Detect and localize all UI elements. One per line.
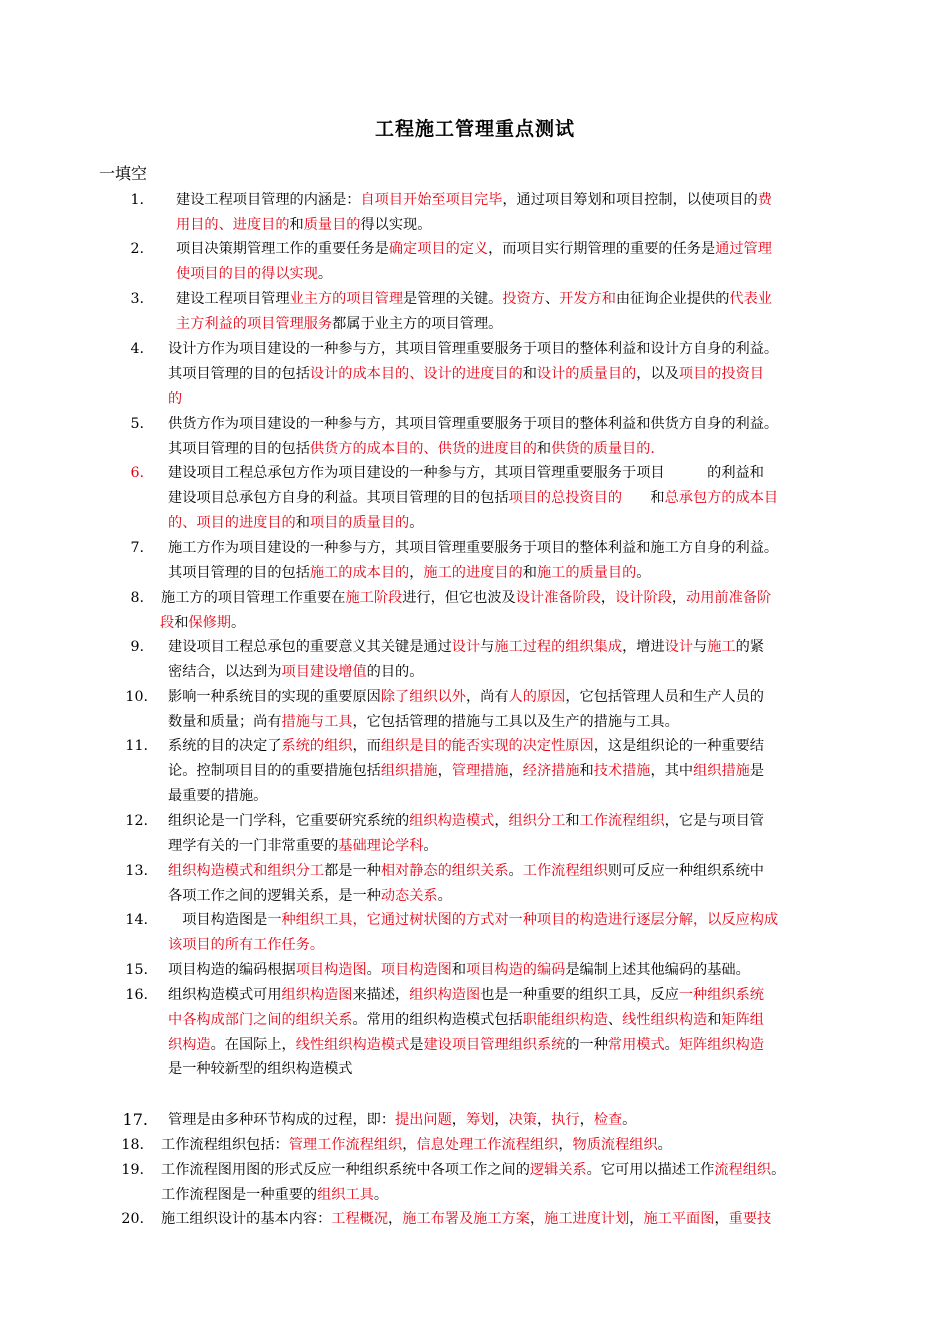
question-text: ，它是与项目管: [664, 813, 764, 829]
answer-text: 施工平面图: [643, 1211, 715, 1227]
item-text-line: [168, 461, 764, 486]
answer-text: 决策: [508, 1112, 537, 1128]
answer-text: 设计阶段: [615, 590, 672, 606]
item-number: 5.: [130, 416, 144, 432]
answer-text: 设计: [451, 639, 481, 655]
question-text: 是: [409, 1036, 424, 1053]
item-number: 15.: [125, 962, 148, 978]
section-heading: 一填空: [99, 164, 148, 183]
answer-text: 提出问题: [395, 1112, 452, 1128]
answer-text: 组织构造图: [281, 987, 353, 1003]
question-text: 最重要的措施。: [168, 787, 268, 804]
item-number: 9.: [130, 639, 144, 655]
question-text: ，: [402, 1137, 417, 1153]
answer-text: 信息处理工作流程组织: [416, 1137, 559, 1153]
item-text-line: [168, 511, 423, 536]
answer-text: 除了组织以外: [380, 689, 466, 705]
question-text: 。常用的组织构造模式包括: [352, 1011, 523, 1028]
item-number: 4.: [130, 341, 144, 357]
question-text: 都属于业主方的项目管理。: [332, 315, 503, 332]
question-text: ，尚有: [465, 689, 509, 705]
question-text: 数量和质量；尚有: [168, 713, 282, 730]
answer-text: 业主方的项目管理: [289, 291, 404, 307]
item-text-line: [168, 685, 764, 710]
item-text-line: [161, 1158, 785, 1183]
answer-text: 组织是目的能否实现的决定性原因: [380, 738, 594, 754]
question-text: 。在国际上，: [210, 1036, 296, 1053]
question-text: 则可反应一种组织系统中: [607, 863, 764, 879]
question-text: ，而项目实行期管理的重要的任务是: [488, 241, 716, 257]
question-text: 和: [565, 813, 580, 829]
item-text-line: [176, 287, 772, 312]
item-text-line: [168, 983, 764, 1008]
item-text-line: [168, 784, 267, 809]
answer-text: 一种组织工具，它通过树状图的方式对一种项目的构造进行逐层分解，以反应构成: [267, 912, 779, 928]
answer-text: 动态关系: [380, 887, 438, 904]
answer-text: 矩阵组: [721, 1011, 764, 1028]
answer-text: 使项目的目的得以实现: [176, 265, 318, 282]
question-text: 的目的。: [366, 663, 424, 680]
question-text: 影响一种系统目的实现的重要原因: [168, 689, 381, 705]
question-text: 、: [544, 291, 560, 307]
question-text: 。: [664, 1036, 679, 1053]
answer-text: 施工的质量目的: [536, 564, 637, 581]
question-text: 各项工作之间的逻辑关系，是一种: [168, 887, 381, 904]
question-text: 和: [451, 962, 467, 978]
answer-text: 矩阵组织构造: [678, 1036, 765, 1053]
item-number: 10.: [125, 689, 148, 705]
question-text: 理学有关的一门非常重要的: [168, 837, 339, 854]
answer-text: 设计的质量目的: [536, 365, 637, 382]
answer-text: 的: [168, 390, 183, 407]
item-number: 12.: [125, 813, 148, 829]
question-text: ，: [714, 1211, 729, 1227]
answer-text: 组织措施: [693, 762, 750, 779]
answer-text: 主方利益的项目管理服务: [176, 315, 333, 332]
question-text: 进行，但它也波及: [402, 590, 516, 606]
question-text: 其项目管理的目的包括: [168, 564, 310, 581]
answer-text: 的、项目的进度目的: [168, 514, 296, 531]
answer-text: 筹划: [465, 1112, 495, 1128]
question-text: 是编制上述其他编码的基础。: [565, 962, 750, 978]
question-text: ，它包括管理人员和生产人员的: [565, 689, 764, 705]
item-text-line: [168, 486, 778, 511]
question-text: 和: [707, 1011, 722, 1028]
question-text: ，通过项目筹划和项目控制，以使项目的: [502, 192, 758, 208]
answer-text: 设计准备阶段: [515, 590, 601, 606]
question-text: 。它可用以描述工作: [586, 1162, 715, 1178]
answer-text: 组织构造模式: [409, 813, 495, 829]
document-title: 工程施工管理重点测试: [374, 118, 575, 140]
question-text: ，: [536, 1112, 552, 1128]
answer-text: 措施与工具: [281, 713, 353, 730]
question-text: 组织构造模式可用: [168, 987, 282, 1003]
answer-text: 流程组织: [714, 1162, 772, 1178]
answer-text: 施工过程的组织集成: [494, 639, 623, 655]
question-text: ，: [529, 1211, 545, 1227]
answer-text: 通过管理: [715, 241, 772, 257]
question-text: 和: [289, 216, 304, 233]
question-text: ，: [558, 1137, 573, 1153]
answer-text: 施工布署及施工方案: [402, 1211, 530, 1227]
item-number: 20.: [121, 1211, 144, 1227]
answer-text: 项目的总投资目的: [508, 489, 623, 506]
item-text-line: [161, 586, 771, 611]
question-text: 。: [437, 887, 452, 904]
answer-text: 用目的、进度目的: [176, 216, 290, 233]
answer-text: 工作流程组织: [579, 813, 665, 829]
answer-text: 技术措施: [593, 762, 651, 779]
question-text: ，其中: [650, 762, 694, 779]
answer-text: 动用前准备阶: [686, 590, 772, 606]
question-text: 密结合，以达到为: [168, 663, 282, 680]
question-text: 论。控制项目目的的重要措施包括: [168, 762, 381, 779]
item-text-line: [168, 362, 764, 387]
answer-text: 段: [160, 614, 175, 631]
answer-text: 确定项目的定义: [388, 241, 489, 257]
question-text: 设计方作为项目建设的一种参与方，其项目管理重要服务于项目的整体利益和设计方自身的利益。: [168, 341, 779, 357]
question-text: 。: [409, 514, 424, 531]
question-text: 建设工程项目管理的内涵是：: [176, 192, 361, 208]
answer-text: 开发方和: [559, 291, 616, 307]
answer-text: 项目构造图: [380, 962, 452, 978]
question-text: ，增进: [622, 639, 665, 655]
item-text-line: [168, 859, 764, 884]
question-text: 。: [423, 837, 438, 854]
answer-text: 中各构成部门之间的组织关系: [168, 1011, 353, 1028]
item-text-line: [176, 188, 772, 213]
question-text: 其项目管理的目的包括: [168, 365, 310, 382]
question-text: 。: [317, 265, 333, 282]
answer-text: 组织构造模式和组织分工: [168, 863, 325, 879]
answer-text: 供货的质量目的.: [551, 440, 655, 457]
answer-text: 项目的质量目的: [309, 514, 410, 531]
item-number: 13.: [125, 863, 148, 879]
answer-text: 施工的成本目的: [309, 564, 410, 581]
question-text: 。: [636, 564, 651, 581]
answer-text: 工程概况: [331, 1211, 389, 1227]
answer-text: 施工进度计划: [544, 1211, 630, 1227]
question-text: 项目决策期管理工作的重要任务是: [176, 241, 389, 257]
question-text: 施工方的项目管理工作重要在: [161, 590, 346, 606]
question-text: 。: [230, 614, 246, 631]
item-text-line: [168, 809, 764, 834]
question-text: 建设工程项目管理: [176, 291, 290, 307]
question-text: 是管理的关键。: [403, 291, 503, 307]
answer-text: 系统的组织: [281, 738, 353, 754]
question-text: 的利益和: [707, 465, 764, 481]
answer-text: 施工: [707, 639, 736, 655]
question-text: 工作流程组织包括：: [161, 1137, 289, 1153]
item-number: 3.: [130, 291, 144, 307]
question-text: [665, 465, 708, 481]
question-text: 工作流程图是一种重要的: [161, 1186, 318, 1203]
answer-text: 职能组织构造: [522, 1011, 608, 1028]
answer-text: 人的原因: [508, 689, 566, 705]
answer-text: 检查: [593, 1112, 623, 1128]
answer-text: 供货方的成本目的、供货的进度目的: [309, 440, 537, 457]
answer-text: 常用模式: [607, 1036, 665, 1053]
item-number: 1.: [130, 192, 144, 208]
question-text: 系统的目的决定了: [168, 738, 282, 754]
question-text: ，: [600, 590, 616, 606]
question-text: 。: [508, 863, 523, 879]
question-text: 建设项目工程总承包的重要意义其关键是通过: [168, 639, 452, 655]
answer-text: 执行: [551, 1112, 580, 1128]
answer-text: 管理工作流程组织: [288, 1137, 403, 1153]
question-text: 与: [480, 639, 495, 655]
question-text: 也是一种重要的组织工具，反应: [480, 987, 679, 1003]
item-text-line: [176, 312, 502, 337]
answer-text: 相对静态的组织关系: [380, 863, 509, 879]
question-text: ，: [409, 564, 424, 581]
question-text: ，: [437, 762, 452, 779]
item-text-line: [176, 213, 431, 238]
answer-text: 设计: [664, 639, 694, 655]
answer-text: 施工阶段: [345, 590, 403, 606]
answer-text: 组织措施: [380, 762, 438, 779]
answer-text: 基础理论学科: [338, 837, 424, 854]
question-text: 。: [657, 1137, 672, 1153]
item-text-line: [168, 412, 778, 437]
item-text-line: [161, 1133, 672, 1158]
question-text: 和: [522, 365, 537, 382]
item-text-line: [161, 1183, 388, 1208]
question-text: 组织论是一门学科，它重要研究系统的: [168, 813, 410, 829]
item-text-line: [168, 1057, 352, 1082]
question-text: ，: [629, 1211, 644, 1227]
answer-text: 该项目的所有工作任务。: [168, 936, 325, 953]
question-text: 与: [693, 639, 708, 655]
item-text-line: [168, 1033, 764, 1058]
item-text-line: [168, 933, 324, 958]
question-text: 的一种: [565, 1036, 608, 1053]
answer-text: 工作流程组织: [522, 863, 608, 879]
answer-text: 项目构造图: [295, 962, 367, 978]
item-text-line: [168, 759, 764, 784]
item-text-line: [160, 611, 245, 636]
item-text-line: [168, 561, 650, 586]
item-text-line: [168, 536, 778, 561]
question-text: 和: [579, 762, 594, 779]
answer-text: 投资方: [502, 291, 545, 307]
item-number: 2.: [130, 241, 144, 257]
question-text: ，以及: [636, 365, 679, 382]
question-text: 。: [366, 962, 381, 978]
item-text-line: [168, 884, 452, 909]
item-number: 11.: [125, 738, 148, 754]
item-number: 7.: [130, 540, 144, 556]
answer-text: 织构造: [168, 1036, 211, 1053]
answer-text: 项目构造的编码: [466, 962, 566, 978]
question-text: ，: [388, 1211, 403, 1227]
item-text-line: [176, 237, 772, 262]
question-text: 、: [607, 1011, 623, 1028]
question-text: ，: [451, 1112, 466, 1128]
answer-text: 质量目的: [303, 216, 361, 233]
item-number: 19.: [121, 1162, 144, 1178]
question-text: 和: [536, 440, 552, 457]
question-text: ，这是组织论的一种重要结: [593, 738, 764, 754]
question-text: 和: [295, 514, 310, 531]
question-text: 。: [771, 1162, 786, 1178]
item-text-line: [176, 262, 332, 287]
question-text: 得以实现。: [360, 216, 432, 233]
question-text: 项目构造的编码根据: [168, 962, 296, 978]
question-text: 是: [749, 762, 765, 779]
question-text: ，: [508, 762, 523, 779]
question-text: 由征询企业提供的: [615, 291, 730, 307]
item-number: 6.: [130, 465, 144, 481]
question-text: 管理是由多种环节构成的过程，即：: [168, 1112, 396, 1128]
question-text: 和: [522, 564, 537, 581]
question-text: 。: [373, 1186, 389, 1203]
item-text-line: [168, 834, 438, 859]
item-text-line: [168, 710, 679, 735]
answer-text: 组织构造图: [409, 987, 481, 1003]
answer-text: 组织分工: [508, 813, 566, 829]
answer-text: 管理措施: [451, 762, 509, 779]
question-text: ，它包括管理的措施与工具以及生产的措施与工具。: [352, 713, 679, 730]
item-text-line: [168, 437, 655, 462]
question-text: ，: [494, 813, 509, 829]
question-text: 建设项目总承包方自身的利益。其项目管理的目的包括: [168, 489, 509, 506]
answer-text: 线性组织构造: [622, 1011, 708, 1028]
item-number: 16.: [125, 987, 148, 1003]
answer-text: 一种组织系统: [678, 987, 764, 1003]
item-text-line: [168, 908, 778, 933]
answer-text: 组织工具: [317, 1186, 374, 1203]
answer-text: 建设项目管理组织系统: [423, 1036, 566, 1053]
answer-text: 设计的成本目的、设计的进度目的: [309, 365, 523, 382]
item-text-line: [168, 734, 764, 759]
question-text: 和: [622, 489, 665, 506]
question-text: 供货方作为项目建设的一种参与方，其项目管理重要服务于项目的整体利益和供货方自身的利益。: [168, 416, 779, 432]
question-text: 工作流程图用图的形式反应一种组织系统中各项工作之间的: [161, 1162, 530, 1178]
answer-text: 保修期: [188, 614, 231, 631]
answer-text: 重要技: [728, 1211, 772, 1227]
question-text: 建设项目工程总承包方作为项目建设的一种参与方，其项目管理重要服务于项目: [168, 465, 665, 481]
question-text: ，: [671, 590, 687, 606]
answer-text: 项目的投资目: [678, 365, 764, 382]
question-text: ，而: [352, 738, 381, 754]
answer-text: 项目建设增值: [281, 663, 367, 680]
answer-text: 逻辑关系: [529, 1162, 587, 1178]
answer-text: 费: [757, 192, 772, 208]
item-number: 8.: [130, 590, 144, 606]
answer-text: 总承包方的成本目: [664, 489, 779, 506]
item-text-line: [168, 660, 423, 685]
question-text: 施工组织设计的基本内容：: [161, 1211, 332, 1227]
answer-text: 施工的进度目的: [423, 564, 523, 581]
answer-text: 代表业: [729, 291, 772, 307]
item-number: 14.: [125, 912, 148, 928]
question-text: ，: [579, 1112, 594, 1128]
question-text: 其项目管理的目的包括: [168, 440, 310, 457]
item-text-line: [168, 1008, 764, 1033]
answer-text: 线性组织构造模式: [295, 1036, 410, 1053]
answer-text: 物质流程组织: [572, 1137, 658, 1153]
item-text-line: [168, 337, 778, 362]
question-text: 项目构造图是: [168, 912, 268, 928]
question-text: 的紧: [735, 639, 765, 655]
answer-text: 经济措施: [522, 762, 580, 779]
question-text: 施工方作为项目建设的一种参与方，其项目管理重要服务于项目的整体利益和施工方自身的利益。: [168, 540, 779, 556]
item-text-line: [168, 958, 750, 983]
question-text: 。: [622, 1112, 637, 1128]
item-text-line: [168, 387, 182, 412]
item-text-line: [161, 1207, 771, 1232]
question-text: 和: [174, 614, 189, 631]
item-text-line: [168, 635, 764, 660]
answer-text: 自项目开始至项目完毕: [360, 192, 503, 208]
question-text: 都是一种: [324, 863, 381, 879]
question-text: 来描述，: [352, 987, 410, 1003]
question-text: 是一种较新型的组织构造模式: [168, 1061, 353, 1078]
question-text: ，: [494, 1112, 509, 1128]
item-text-line: [168, 1108, 636, 1133]
item-number: 17.: [122, 1110, 148, 1129]
item-number: 18.: [121, 1137, 144, 1153]
